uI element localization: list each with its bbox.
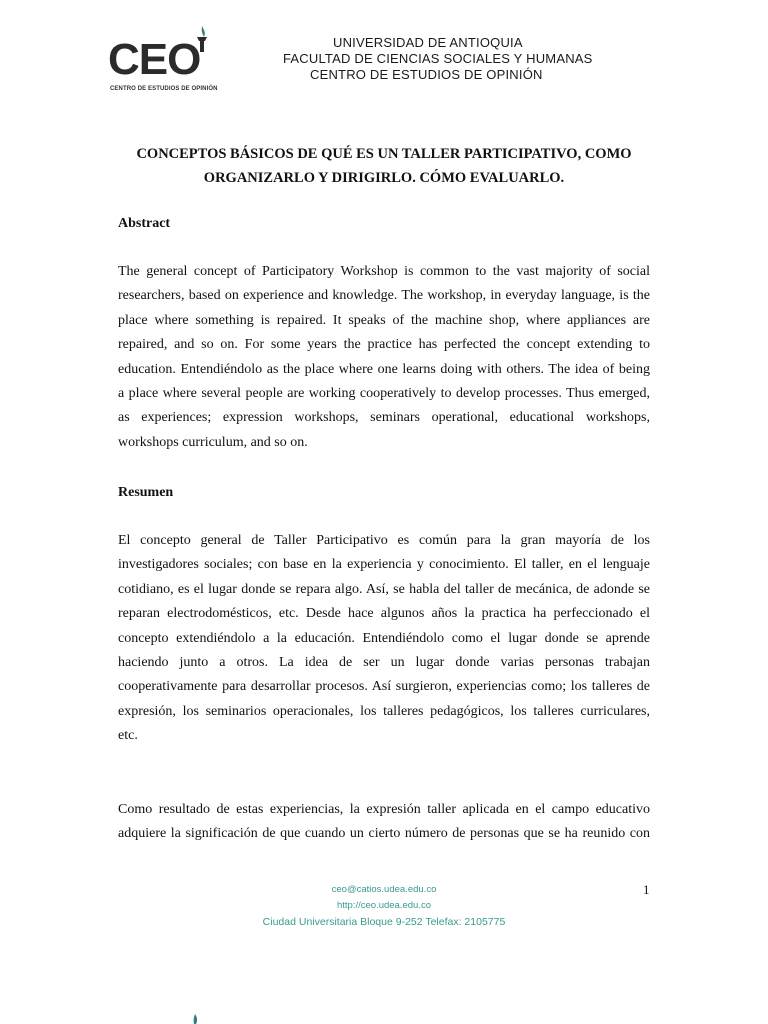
header-faculty: FACULTAD DE CIENCIAS SOCIALES Y HUMANAS	[283, 51, 593, 66]
paragraph-line: a place where several people are working cooperatively to develop processes. Thus emerged,	[118, 385, 650, 401]
paragraph-line: as experiences; expression workshops, seminars operational, educational workshops,	[118, 410, 650, 426]
footer-email[interactable]: ceo@catios.udea.edu.co	[331, 884, 437, 895]
paragraph-line: investigadores sociales; con base en la experiencia y conocimiento. El taller, en el lenguaje	[118, 557, 650, 573]
paragraph-line: researchers, based on experience and knowledge. The workshop, in everyday language, is the	[118, 288, 650, 304]
abstract-heading: Abstract	[118, 216, 171, 231]
paragraph-line: El concepto general de Taller Participativo es común para la gran mayoría de los	[118, 533, 650, 548]
logo-subtitle: CENTRO DE ESTUDIOS DE OPINIÓN	[110, 86, 218, 92]
paragraph-line: repaired, and so on. For some years the practice has perfected the concept extending to	[118, 337, 650, 353]
paragraph-line: The general concept of Participatory Workshop is common to the vast majority of social	[118, 264, 650, 279]
paragraph-line: cotidiano, es el lugar donde se repara algo. Así, se habla del taller de mecánica, de adonde se	[118, 581, 650, 597]
paragraph-line: education. Entendiéndolo as the place where one learns doing with others. The idea of being	[118, 361, 650, 377]
footer-url[interactable]: http://ceo.udea.edu.co	[336, 900, 432, 911]
title-line: CONCEPTOS BÁSICOS DE QUÉ ES UN TALLER PARTICIPATIVO, COMO	[136, 146, 632, 162]
paragraph-line: concepto extendiéndolo a la educación. Entendiéndolo como el lugar donde se aprende	[118, 630, 650, 646]
resumen-paragraph	[118, 529, 650, 749]
next-page-torch-icon	[185, 1014, 205, 1024]
page-number: 1	[643, 882, 650, 897]
logo-text: CEO	[108, 35, 201, 84]
document-title	[118, 142, 650, 190]
header-university: UNIVERSIDAD DE ANTIOQUIA	[333, 35, 523, 50]
paragraph-line: reparan electrodomésticos, etc. Desde hace algunos años la practica ha perfeccionado el	[118, 606, 650, 622]
paragraph-line: cooperativamente para desarrollar procesos. Así surgieron, experiencias como; los talleres de	[118, 679, 650, 695]
paragraph-line: Como resultado de estas experiencias, la expresión taller aplicada en el campo educativo	[118, 802, 650, 817]
paragraph-line: haciendo junto a otros. La idea de ser un lugar donde varias personas trabajan	[118, 654, 650, 670]
abstract-paragraph	[118, 260, 650, 455]
header-center: CENTRO DE ESTUDIOS DE OPINIÓN	[310, 67, 543, 82]
footer-address: Ciudad Universitaria Bloque 9-252 Telefax: 2105775	[262, 916, 506, 928]
body-paragraph	[118, 798, 650, 847]
ceo-logo	[108, 24, 218, 96]
paragraph-line: etc.	[118, 728, 138, 744]
paragraph-line: adquiere la significación de que cuando un cierto número de personas que se ha reunido con	[118, 826, 650, 842]
title-line: ORGANIZARLO Y DIRIGIRLO. CÓMO EVALUARLO.	[203, 170, 565, 186]
paragraph-line: place where something is repaired. It speaks of the machine shop, where appliances are	[118, 312, 650, 328]
paragraph-line: expresión, los seminarios operacionales, los talleres pedagógicos, los talleres curriculares,	[118, 703, 650, 719]
paragraph-line: workshops curriculum, and so on.	[118, 434, 308, 450]
resumen-heading: Resumen	[118, 485, 174, 500]
